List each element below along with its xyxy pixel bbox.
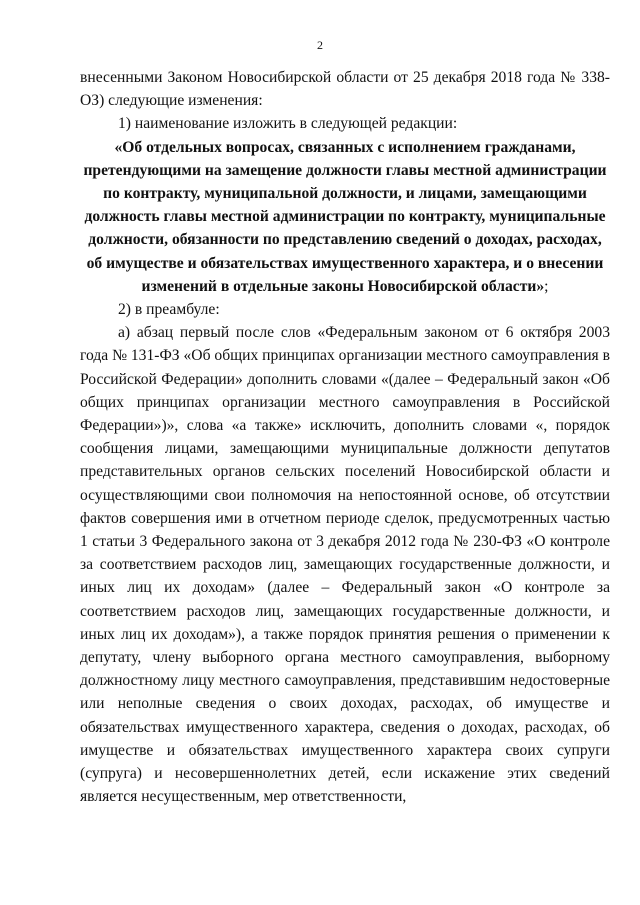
item-2a-paragraph: а) абзац первый после слов «Федеральным законом от 6 октября 2003 года № 131-ФЗ «Об общих принципах организации местного самоуправления в Российской Федерации» дополнить словами «(далее – Федеральный закон «Об общих принципах организации местного самоуправления в Российской Федерации»)», слова «а также» исключить, дополнить словами «, порядок сообщения лицами, замещающими муниципальные должности депутатов представительных органов сельских поселений Новосибирской области и осуществляющими свои полномочия на непостоянной основе, об отсутствии фактов совершения ими в отчетном периоде сделок, предусмотренных частью 1 статьи 3 Федерального закона от 3 декабря 2012 года № 230-ФЗ «О контроле за соответствием расходов лиц, замещающих государственные должности, и иных лиц их доходам» (далее – Федеральный закон «О контроле за соответствием расходов лиц, замещающих государственные должности, и иных лиц их доходам»), а также порядок принятия решения о применении к депутату, члену выборного органа местного самоуправления, выборному должностному лицу местного самоуправления, представившим недостоверные или неполные сведения о своих доходах, расходах, об имуществе и обязательствах имущественного характера, сведения о доходах, расходах, об имуществе и обязательствах имущественного характера своих супруги (супруга) и несовершеннолетних детей, если искажение этих сведений является несущественным, мер ответственности, [80, 324, 610, 806]
page-number: 2 [317, 38, 323, 52]
item-2-paragraph: 2) в преамбуле: [118, 301, 220, 319]
item-1-paragraph: 1) наименование изложить в следующей редакции: [118, 115, 458, 133]
law-title [80, 136, 610, 298]
law-title-suffix: ; [544, 277, 549, 295]
law-title-text: «Об отдельных вопросах, связанных с исполнением гражданами, претендующими на замещение должности главы местной администрации по контракту, муниципальной должности, и лицами, замещающими должность главы местной администрации по контракту, муниципальные должности, обязанности по представлению сведений о доходах, расходах, об имуществе и обязательствах имущественного характера, и о внесении изменений в отдельные законы Новосибирской области» [83, 138, 607, 295]
intro-paragraph: внесенными Законом Новосибирской области от 25 декабря 2018 года № 338-ОЗ) следующие изменения: [80, 69, 610, 110]
document-body [80, 66, 610, 809]
